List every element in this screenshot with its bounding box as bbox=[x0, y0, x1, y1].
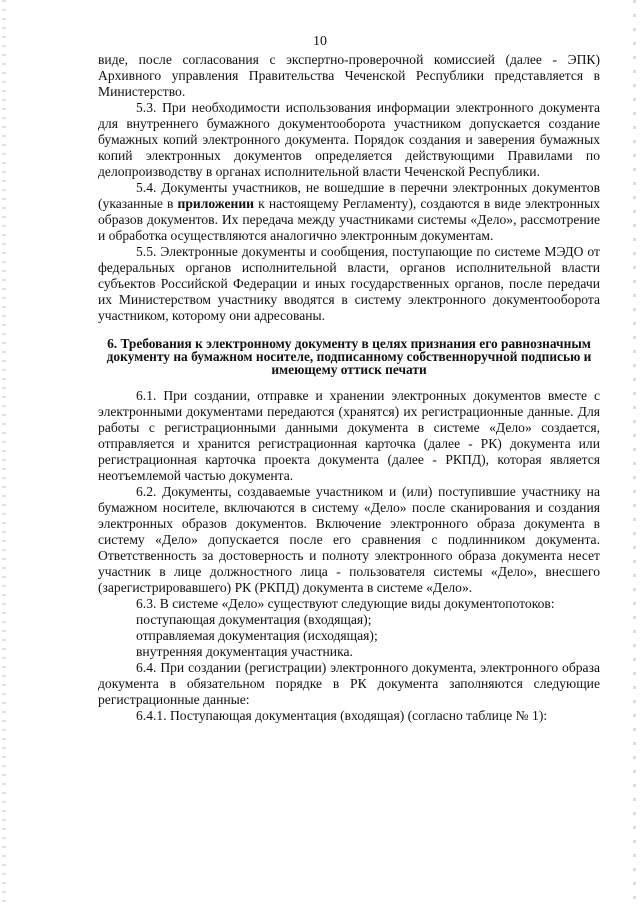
paragraph-5-5: 5.5. Электронные документы и сообщения, поступающие по системе МЭДО от федеральных органов исполнительной власти, органов исполнительной власти субъектов Российской Федерации и иных государственных органов, после передачи их Министерством участнику вводятся в систему электронного документооборота участником, которому они адресованы. bbox=[98, 244, 600, 323]
paragraph-6-4-1: 6.4.1. Поступающая документация (входящая) (согласно таблице № 1): bbox=[136, 708, 548, 723]
paragraph-6-2: 6.2. Документы, создаваемые участником и (или) поступившие участнику на бумажном носителе, включаются в систему «Дело» после сканирования и создания электронных образов документов. Включение электронного образа документа в систему «Дело» допускается после его сравнения с подлинником документа. Ответственность за достоверность и полноту электронного образа документа несет участник в лице должностного лица - пользователя системы «Дело», внесшего (зарегистрировавшего) РК (РКПД) документа в системе «Дело». bbox=[98, 484, 600, 595]
page-number: 10 bbox=[313, 34, 327, 49]
docflow-item-incoming: поступающая документация (входящая); bbox=[136, 612, 372, 627]
paragraph-continuation: виде, после согласования с экспертно-проверочной комиссией (далее - ЭПК) Архивного управления Правительства Чеченской Республики представляется в Министерство. bbox=[98, 52, 600, 99]
paragraph-6-1: 6.1. При создании, отправке и хранении электронных документов вместе с электронными документами передаются (хранятся) их регистрационные данные. Для работы с регистрационными данными документа в системе «Дело» создается, отправляется и хранится регистрационная карточка (далее - РК) документа или регистрационная карточка проекта документа (далее - РКПД), которая является неотъемлемой частью документа. bbox=[98, 388, 600, 483]
paragraph-5-4-end: к настоящему Регламенту), создаются в виде электронных образов документов. Их передача между участниками системы «Дело», рассмотрение и обработка осуществляются аналогично электронным документам. bbox=[98, 196, 600, 243]
paragraph-6-3: 6.3. В системе «Дело» существуют следующие виды документопотоков: bbox=[136, 596, 555, 611]
paragraph-5-4 bbox=[98, 180, 600, 244]
document-body bbox=[98, 52, 600, 724]
section-6-heading: 6. Требования к электронному документу в целях признания его равнозначным документу на бумажном носителе, подписанному собственноручной подписью и имеющему оттиск печати bbox=[106, 336, 592, 377]
paragraph-5-4-start: 5.4. Документы участников, не вошедшие в перечни электронных документов (указанные в bbox=[98, 180, 600, 211]
scan-edge-left bbox=[2, 0, 6, 905]
appendix-reference: приложении bbox=[177, 196, 255, 211]
paragraph-6-4: 6.4. При создании (регистрации) электронного документа, электронного образа документа в обязательном порядке в РК документа заполняются следующие регистрационные данные: bbox=[98, 660, 600, 707]
docflow-item-internal: внутренняя документация участника. bbox=[136, 644, 353, 659]
paragraph-5-3: 5.3. При необходимости использования информации электронного документа для внутреннего бумажного документооборота участником допускается создание бумажных копий электронного документа. Порядок создания и заверения бумажных копий электронных документов определяется действующими Правилами по делопроизводству в органах исполнительной власти Чеченской Республики. bbox=[98, 100, 600, 179]
scan-edge-right bbox=[633, 0, 636, 905]
docflow-item-outgoing: отправляемая документация (исходящая); bbox=[136, 628, 378, 643]
